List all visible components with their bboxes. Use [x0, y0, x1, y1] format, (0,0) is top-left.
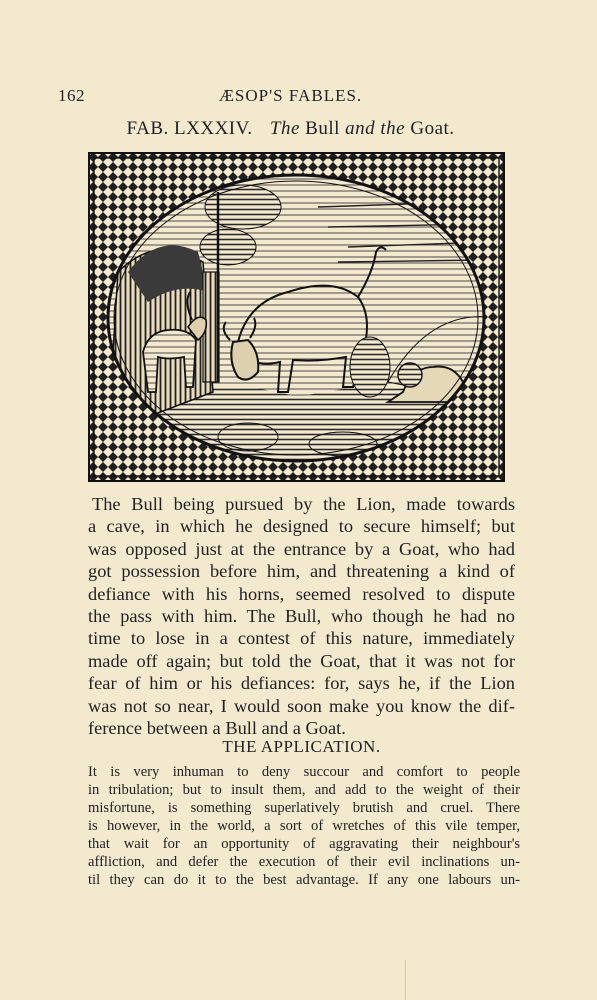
woodcut-illustration: [88, 152, 505, 482]
body-line: ference between a Bull and a Goat.: [88, 718, 346, 739]
page-number: 162: [58, 86, 85, 105]
body-line: a cave, in which he designed to secure himself; but: [88, 516, 515, 537]
fable-heading: [58, 118, 523, 140]
body-line: fear of him or his defiances: for, says he, if the Lion: [88, 673, 515, 694]
application-line: is however, in the world, a sort of wretches of this vile temper,: [88, 818, 520, 834]
application-heading: THE APPLICATION.: [222, 737, 381, 756]
application-body: [88, 763, 520, 889]
body-line: defiance with his horns, seemed resolved to dispute: [88, 583, 515, 604]
body-line: got possession before him, and threatening a kind of: [88, 561, 515, 582]
body-line: time to lose in a contest of this nature, immediately: [88, 628, 515, 649]
body-line: was opposed just at the entrance by a Goat, who had: [88, 538, 515, 559]
fable-title-the2: the: [380, 118, 406, 139]
fable-number: FAB. LXXXIV.: [126, 118, 253, 139]
fable-title-bull: Bull: [305, 118, 340, 139]
fable-body: [88, 493, 515, 739]
running-head: [58, 86, 523, 108]
body-line: made off again; but told the Goat, that it was not for: [88, 650, 515, 671]
body-line: the pass with him. The Bull, who though he had no: [88, 606, 515, 627]
application-line: til they can do it to the best advantage. If any one labours un-: [88, 872, 520, 888]
book-title: ÆSOP'S FABLES.: [218, 86, 363, 105]
application-line: misfortune, is something superlatively brutish and cruel. There: [88, 800, 520, 816]
fable-title-goat: Goat.: [410, 118, 455, 139]
application-line: that wait for an opportunity of aggravating their neighbour's: [88, 836, 520, 852]
body-line: The Bull being pursued by the Lion, made towards: [92, 494, 515, 514]
fable-title-and: and: [345, 118, 376, 139]
application-line: affliction, and defer the execution of their evil inclinations un-: [88, 854, 520, 870]
body-line: was not so near, I would soon make you know the dif-: [88, 695, 515, 716]
application-line: It is very inhuman to deny succour and comfort to people: [88, 764, 520, 780]
fable-title-the: The: [269, 118, 300, 139]
application-line: in tribulation; but to insult them, and add to the weight of their: [88, 782, 520, 798]
page-hairline: [405, 960, 406, 1000]
